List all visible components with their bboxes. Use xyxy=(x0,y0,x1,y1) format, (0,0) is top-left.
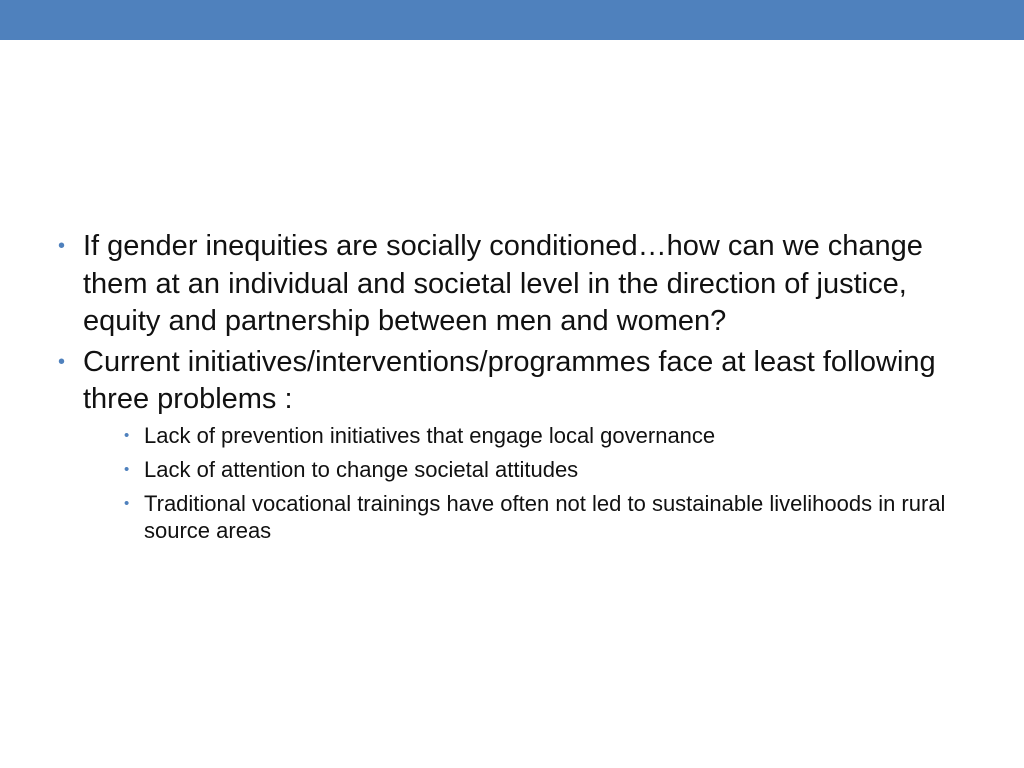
bullet-item xyxy=(58,228,978,341)
sub-bullet-item xyxy=(119,490,978,544)
bullet-dot-icon: • xyxy=(58,350,66,373)
sub-bullet-item xyxy=(119,422,978,449)
sub-bullet-text: Lack of attention to change societal attitudes xyxy=(144,456,579,482)
bullet-dot-icon: • xyxy=(124,460,130,478)
sub-bullet-text: Traditional vocational trainings have often not led to sustainable livelihoods in rural source areas xyxy=(144,490,946,543)
slide-body xyxy=(58,228,978,551)
bullet-dot-icon: • xyxy=(58,235,66,257)
sub-bullet-list xyxy=(58,422,978,544)
bullet-text: Current initiatives/interventions/programmes face at least following three problems : xyxy=(83,345,936,415)
bullet-list xyxy=(58,228,978,419)
bullet-dot-icon: • xyxy=(124,426,130,444)
bullet-text: If gender inequities are socially conditioned…how can we change them at an individual and societal level in the direction of justice, equity and partnership between men and women? xyxy=(83,230,923,337)
bullet-dot-icon: • xyxy=(124,494,130,512)
header-bar xyxy=(0,0,1024,40)
sub-bullet-item xyxy=(119,456,978,483)
sub-bullet-text: Lack of prevention initiatives that engage local governance xyxy=(144,422,716,448)
bullet-item xyxy=(58,344,978,419)
